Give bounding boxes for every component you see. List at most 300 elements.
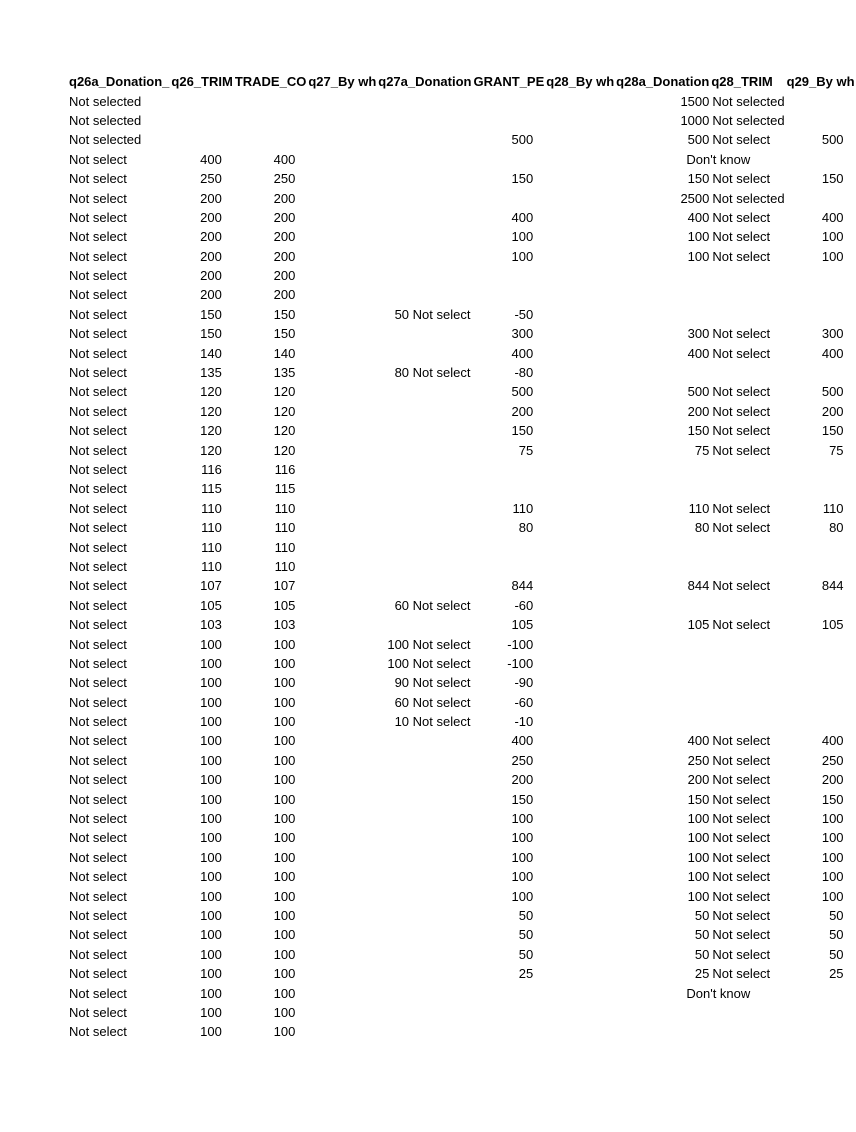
table-cell[interactable] [545,188,615,207]
table-cell[interactable] [307,363,377,382]
table-cell[interactable]: Not select [69,985,127,1001]
table-cell[interactable] [710,266,785,285]
table-cell[interactable] [786,363,856,382]
table-cell[interactable] [377,169,472,188]
table-cell[interactable]: 50 [518,907,534,923]
table-cell[interactable] [545,440,615,459]
table-cell[interactable]: 100 [687,229,710,245]
table-cell[interactable] [307,983,377,1002]
table-cell[interactable] [307,809,377,828]
table-cell[interactable] [307,557,377,576]
table-cell[interactable] [710,673,785,692]
table-cell[interactable] [786,266,856,285]
table-cell[interactable] [710,460,785,479]
table-cell[interactable]: Not select [69,209,127,225]
table-cell[interactable] [307,150,377,169]
table-cell[interactable] [472,111,545,130]
table-cell[interactable]: 100 [200,946,222,962]
table-cell[interactable]: 100 [687,849,710,865]
table-cell[interactable]: Not select [69,423,127,439]
table-cell[interactable]: 150 [200,306,222,322]
table-cell[interactable]: 50 [694,946,710,962]
table-cell[interactable]: Not select [69,597,127,613]
table-cell[interactable] [377,227,472,246]
table-cell[interactable] [615,654,710,673]
table-cell[interactable] [786,479,856,498]
table-cell[interactable]: 100 [200,675,222,691]
table-cell[interactable] [786,693,856,712]
table-cell[interactable] [377,111,472,130]
table-cell[interactable] [377,751,472,770]
table-cell[interactable]: 400 [511,209,534,225]
table-cell[interactable] [307,208,377,227]
table-cell[interactable]: 100 [200,1024,222,1040]
table-cell[interactable]: Not selected [712,93,785,109]
table-cell[interactable] [710,1022,785,1041]
table-cell[interactable]: -60 [514,597,534,613]
table-cell[interactable] [786,596,856,615]
table-cell[interactable]: 150 [273,326,296,342]
table-cell[interactable]: Not select [69,849,127,865]
table-cell[interactable]: 100 [273,1024,296,1040]
table-cell[interactable] [545,499,615,518]
table-cell[interactable]: 103 [200,617,222,633]
table-cell[interactable]: 100 [273,791,296,807]
table-cell[interactable]: -50 [514,306,534,322]
table-cell[interactable]: 100 [511,888,534,904]
table-cell[interactable] [786,460,856,479]
table-cell[interactable] [786,150,856,169]
table-cell[interactable] [545,208,615,227]
table-cell[interactable]: 200 [273,287,296,303]
table-cell[interactable] [545,673,615,692]
table-cell[interactable]: 105 [821,617,844,633]
table-cell[interactable]: 120 [200,423,222,439]
table-cell[interactable] [377,518,472,537]
table-cell[interactable] [615,693,710,712]
table-cell[interactable]: Not selected [69,93,142,109]
table-cell[interactable]: Not select [69,888,127,904]
table-cell[interactable]: 1500 [680,93,710,109]
table-cell[interactable]: 110 [822,500,844,516]
table-cell[interactable]: -60 [514,694,534,710]
table-cell[interactable]: 100 [200,636,222,652]
table-cell[interactable] [545,867,615,886]
table-cell[interactable] [307,537,377,556]
table-cell[interactable] [307,615,377,634]
table-cell[interactable] [307,227,377,246]
table-cell[interactable]: 50 [829,907,844,923]
table-cell[interactable]: 500 [511,132,534,148]
table-cell[interactable] [710,479,785,498]
table-cell[interactable]: 100 [273,830,296,846]
table-cell[interactable]: 250 [687,752,710,768]
table-cell[interactable]: Not select [69,1004,127,1020]
table-cell[interactable]: 400 [511,733,534,749]
table-cell[interactable]: Not select [69,830,127,846]
table-cell[interactable]: 110 [274,500,296,516]
column-header[interactable]: GRANT_PE [473,74,545,90]
table-cell[interactable] [234,111,308,130]
table-cell[interactable]: 100 [200,655,222,671]
table-cell[interactable]: Not select [712,345,771,361]
table-cell[interactable] [377,1022,472,1041]
table-cell[interactable]: 1000 [680,112,710,128]
table-cell[interactable] [377,867,472,886]
table-cell[interactable]: 150 [511,791,534,807]
table-cell[interactable]: 100 [273,985,296,1001]
table-cell[interactable]: 110 [201,500,222,516]
table-cell[interactable]: 200 [687,772,710,788]
table-cell[interactable] [307,421,377,440]
table-cell[interactable]: 80 [829,520,844,536]
table-cell[interactable] [545,828,615,847]
table-cell[interactable]: 400 [821,733,844,749]
column-header[interactable]: q28a_Donation [616,74,710,90]
table-cell[interactable]: Not selected [69,112,142,128]
table-cell[interactable] [377,925,472,944]
table-cell[interactable] [377,188,472,207]
table-cell[interactable] [710,305,785,324]
table-cell[interactable] [545,479,615,498]
table-cell[interactable] [377,537,472,556]
table-cell[interactable]: 100 [687,830,710,846]
table-cell[interactable]: 10 Not select [394,714,471,730]
table-cell[interactable] [307,731,377,750]
table-cell[interactable] [545,964,615,983]
table-cell[interactable] [615,1003,710,1022]
table-cell[interactable]: Not select [69,811,127,827]
table-cell[interactable] [615,266,710,285]
table-cell[interactable]: Not select [69,500,127,516]
table-cell[interactable]: 100 [273,714,296,730]
table-cell[interactable]: 200 [821,403,844,419]
table-cell[interactable]: Not select [69,578,127,594]
table-cell[interactable] [307,518,377,537]
table-cell[interactable] [545,227,615,246]
table-cell[interactable]: 100 [687,888,710,904]
table-cell[interactable] [377,460,472,479]
table-cell[interactable]: Not select [69,966,127,982]
table-cell[interactable] [377,247,472,266]
table-cell[interactable]: Not select [69,733,127,749]
table-cell[interactable]: 500 [687,384,710,400]
table-cell[interactable]: 100 [200,927,222,943]
table-cell[interactable]: 115 [201,481,222,497]
table-cell[interactable]: Not selected [712,190,785,206]
table-cell[interactable] [615,285,710,304]
table-cell[interactable]: 60 Not select [394,694,471,710]
table-cell[interactable]: Not select [69,714,127,730]
table-cell[interactable] [377,324,472,343]
table-cell[interactable]: 100 [200,752,222,768]
table-cell[interactable] [545,731,615,750]
table-cell[interactable]: 100 [273,869,296,885]
table-cell[interactable]: 120 [200,384,222,400]
table-cell[interactable] [545,906,615,925]
table-cell[interactable] [615,460,710,479]
table-cell[interactable]: Not select [712,423,771,439]
table-cell[interactable]: 844 [687,578,710,594]
table-cell[interactable] [545,169,615,188]
table-cell[interactable] [307,828,377,847]
table-cell[interactable]: 150 [273,306,296,322]
table-cell[interactable]: 200 [511,772,534,788]
table-cell[interactable]: 100 [200,1004,222,1020]
table-cell[interactable]: 200 [273,229,296,245]
table-cell[interactable] [377,1003,472,1022]
table-cell[interactable] [545,576,615,595]
table-cell[interactable] [377,343,472,362]
table-cell[interactable]: 135 [200,365,222,381]
table-cell[interactable]: Not select [69,617,127,633]
table-cell[interactable]: 100 [200,907,222,923]
table-cell[interactable] [786,188,856,207]
table-cell[interactable]: -100 [507,636,534,652]
table-cell[interactable] [377,964,472,983]
column-header[interactable]: q26_TRIM [171,74,233,90]
table-cell[interactable]: Not select [69,752,127,768]
table-cell[interactable] [472,285,545,304]
table-cell[interactable] [710,1003,785,1022]
table-cell[interactable]: 150 [821,171,844,187]
table-cell[interactable] [307,324,377,343]
table-cell[interactable] [545,693,615,712]
table-cell[interactable]: Not select [712,578,771,594]
table-cell[interactable]: 120 [273,442,296,458]
table-cell[interactable] [545,324,615,343]
table-cell[interactable] [170,130,233,149]
table-cell[interactable]: 150 [511,171,534,187]
table-cell[interactable] [786,983,856,1002]
table-cell[interactable] [545,285,615,304]
table-cell[interactable] [307,460,377,479]
table-cell[interactable] [545,363,615,382]
table-cell[interactable] [710,537,785,556]
table-cell[interactable]: Not select [69,675,127,691]
table-cell[interactable]: 200 [687,403,710,419]
table-cell[interactable] [545,789,615,808]
table-cell[interactable] [710,557,785,576]
table-cell[interactable]: Not select [69,869,127,885]
table-cell[interactable] [786,712,856,731]
table-cell[interactable]: 120 [200,442,222,458]
table-cell[interactable] [545,751,615,770]
column-header[interactable]: TRADE_CO [234,74,307,90]
table-cell[interactable]: Not select [69,558,127,574]
table-cell[interactable] [545,266,615,285]
table-cell[interactable]: 50 [518,946,534,962]
table-cell[interactable]: 100 [821,849,844,865]
table-cell[interactable]: 50 [518,927,534,943]
table-cell[interactable] [545,557,615,576]
table-cell[interactable]: 60 Not select [394,597,471,613]
table-cell[interactable]: 100 [273,694,296,710]
table-cell[interactable]: 100 [511,830,534,846]
table-cell[interactable] [710,596,785,615]
table-cell[interactable] [307,266,377,285]
table-cell[interactable] [307,402,377,421]
table-cell[interactable]: 100 [821,229,844,245]
table-cell[interactable]: Not select [712,248,771,264]
table-cell[interactable]: Not select [712,946,771,962]
table-cell[interactable]: Not select [69,636,127,652]
table-cell[interactable]: 100 [821,869,844,885]
table-cell[interactable] [377,479,472,498]
table-cell[interactable] [307,130,377,149]
table-cell[interactable]: Not select [69,520,127,536]
table-cell[interactable]: Not select [712,791,771,807]
table-cell[interactable]: 100 [273,946,296,962]
table-cell[interactable]: 400 [200,151,222,167]
table-cell[interactable]: 100 [200,714,222,730]
table-cell[interactable]: 100 [200,791,222,807]
table-cell[interactable] [615,305,710,324]
table-cell[interactable]: 250 [821,752,844,768]
table-cell[interactable] [545,247,615,266]
table-cell[interactable] [786,557,856,576]
table-cell[interactable]: Not select [712,617,771,633]
table-cell[interactable] [377,731,472,750]
table-cell[interactable] [307,91,377,110]
table-cell[interactable]: 100 Not select [387,655,471,671]
table-cell[interactable] [545,130,615,149]
table-cell[interactable] [545,634,615,653]
column-header[interactable]: q26a_Donation_ [69,74,170,90]
table-cell[interactable]: Not select [69,403,127,419]
table-cell[interactable]: Not select [69,791,127,807]
table-cell[interactable] [545,111,615,130]
table-cell[interactable] [307,712,377,731]
table-cell[interactable] [307,886,377,905]
table-cell[interactable] [545,382,615,401]
table-cell[interactable] [545,712,615,731]
table-cell[interactable] [545,1003,615,1022]
table-cell[interactable]: 150 [687,423,710,439]
table-cell[interactable]: 300 [511,326,534,342]
table-cell[interactable] [307,343,377,362]
table-cell[interactable]: 400 [687,209,710,225]
table-cell[interactable]: Not select [712,733,771,749]
table-cell[interactable] [307,751,377,770]
table-cell[interactable]: 75 [829,442,844,458]
column-header[interactable]: q28_TRIM [711,74,773,90]
table-cell[interactable] [377,91,472,110]
table-cell[interactable] [307,964,377,983]
table-cell[interactable] [377,557,472,576]
table-cell[interactable]: Don't know [686,985,751,1001]
table-cell[interactable] [545,421,615,440]
table-cell[interactable]: Not select [712,229,771,245]
table-cell[interactable] [786,111,856,130]
table-cell[interactable]: 100 [200,694,222,710]
table-cell[interactable]: Not select [69,481,127,497]
table-cell[interactable]: Not select [712,384,771,400]
table-cell[interactable]: Not select [712,442,771,458]
table-cell[interactable]: -100 [507,655,534,671]
table-cell[interactable] [307,654,377,673]
table-cell[interactable] [615,363,710,382]
table-cell[interactable] [377,848,472,867]
table-cell[interactable] [307,1003,377,1022]
table-cell[interactable] [545,518,615,537]
table-cell[interactable] [307,111,377,130]
table-cell[interactable]: 100 [273,655,296,671]
table-cell[interactable]: 200 [273,248,296,264]
table-cell[interactable] [307,789,377,808]
table-cell[interactable]: 110 [512,500,534,516]
table-cell[interactable]: 80 [694,520,710,536]
table-cell[interactable] [377,906,472,925]
table-cell[interactable] [615,479,710,498]
table-cell[interactable]: 100 [821,888,844,904]
table-cell[interactable]: 120 [273,384,296,400]
table-cell[interactable] [710,363,785,382]
table-cell[interactable] [377,770,472,789]
table-cell[interactable] [377,615,472,634]
table-cell[interactable] [377,402,472,421]
table-cell[interactable]: 110 [201,520,222,536]
table-cell[interactable] [615,596,710,615]
table-cell[interactable]: Not select [712,907,771,923]
table-cell[interactable]: 100 [273,907,296,923]
table-cell[interactable] [786,673,856,692]
table-cell[interactable] [615,634,710,653]
table-cell[interactable]: 400 [821,345,844,361]
table-cell[interactable] [377,266,472,285]
table-cell[interactable] [377,983,472,1002]
table-cell[interactable] [545,654,615,673]
table-cell[interactable] [786,305,856,324]
table-cell[interactable]: 105 [200,597,222,613]
table-cell[interactable] [545,809,615,828]
table-cell[interactable]: 500 [687,132,710,148]
table-cell[interactable] [710,712,785,731]
table-cell[interactable]: Not select [712,811,771,827]
table-cell[interactable] [307,440,377,459]
table-cell[interactable] [307,673,377,692]
table-cell[interactable]: Not select [69,772,127,788]
table-cell[interactable]: Not select [712,132,771,148]
table-cell[interactable] [377,886,472,905]
table-cell[interactable] [786,91,856,110]
table-cell[interactable]: 100 [273,966,296,982]
table-cell[interactable] [472,479,545,498]
table-cell[interactable]: Don't know [686,151,751,167]
table-cell[interactable]: 400 [511,345,534,361]
table-cell[interactable]: Not select [69,365,127,381]
table-cell[interactable]: 100 [821,248,844,264]
table-cell[interactable]: 300 [687,326,710,342]
table-cell[interactable] [170,111,233,130]
table-cell[interactable] [710,654,785,673]
table-cell[interactable]: 120 [273,423,296,439]
table-cell[interactable]: 100 [200,772,222,788]
table-cell[interactable]: 500 [821,384,844,400]
table-cell[interactable] [472,266,545,285]
table-cell[interactable] [545,770,615,789]
table-cell[interactable] [472,537,545,556]
column-header[interactable]: q27a_Donation [378,74,472,90]
table-cell[interactable] [234,130,308,149]
table-cell[interactable]: 200 [200,229,222,245]
table-cell[interactable]: 140 [200,345,222,361]
table-cell[interactable] [710,634,785,653]
table-cell[interactable] [170,91,233,110]
table-cell[interactable] [234,91,308,110]
table-cell[interactable]: 100 [511,229,534,245]
table-cell[interactable] [786,654,856,673]
